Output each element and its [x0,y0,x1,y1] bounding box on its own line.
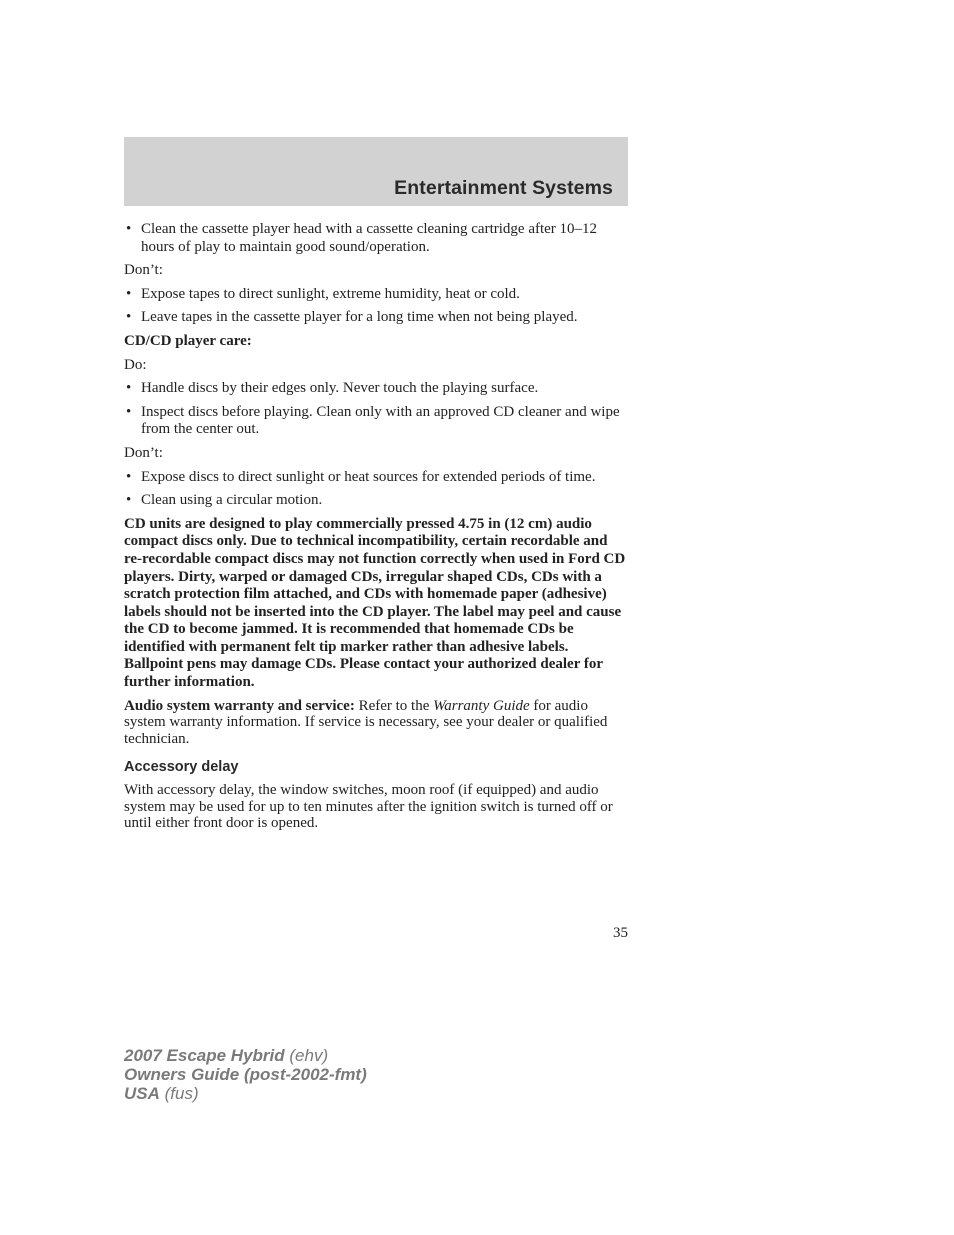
dont-label: Don’t: [124,444,163,461]
bullet-icon: • [126,309,132,326]
bullet-item [124,380,628,398]
footer-line-1 [124,1046,367,1065]
section-title: Entertainment Systems [394,177,613,199]
footer-line-3 [124,1084,367,1103]
bullet-icon: • [126,468,132,485]
warranty-text-before: Refer to the [354,697,434,714]
footer-model-code: (ehv) [284,1046,329,1065]
warranty-label: Audio system warranty and service: [124,697,355,714]
bullet-item [124,492,628,510]
bullet-text: Leave tapes in the cassette player for a long time when not being played. [141,309,578,326]
bullet-item [124,309,628,327]
footer-market: USA [124,1084,160,1103]
bullet-icon: • [126,285,132,302]
bullet-text: Handle discs by their edges only. Never touch the playing surface. [141,380,539,397]
bullet-text: Expose tapes to direct sunlight, extreme humidity, heat or cold. [141,285,520,302]
bullet-icon: • [126,492,132,509]
accessory-delay-heading: Accessory delay [124,759,239,776]
bullet-item [124,286,628,304]
cd-compatibility-notice: CD units are designed to play commercially pressed 4.75 in (12 cm) audio compact discs only. Due to technical incompatibility, certain recordable and re-recordable compact discs may not function correctly when used in Ford CD players. Dirty, warped or damaged CDs, irregular shaped CDs, CDs with a scratch protection film attached, and CDs with homemade paper (adhesive) labels should not be inserted into the CD player. The label may peel and cause the CD to become jammed. It is recommended that homemade CDs be identified with permanent felt tip marker rather than adhesive labels. Ballpoint pens may damage CDs. Please contact your authorized dealer for further information. [124,515,626,691]
accessory-delay-body: With accessory delay, the window switches, moon roof (if equipped) and audio system may be used for up to ten minutes after the ignition switch is turned off or until either front door is opened. [124,782,613,832]
warranty-paragraph [124,698,628,748]
page-content [124,221,628,832]
warranty-guide-title: Warranty Guide [433,697,530,714]
bullet-text: Inspect discs before playing. Clean only with an approved CD cleaner and wipe from the center out. [141,403,620,438]
footer-line-2 [124,1065,367,1084]
bullet-item [124,404,628,439]
warranty-text-after: for audio system warranty information. If service is necessary, see your dealer or qualified technician. [124,697,608,747]
footer-guide: Owners Guide (post-2002-fmt) [124,1065,367,1084]
document-footer [124,1046,367,1103]
footer-market-code: (fus) [159,1084,199,1103]
section-header [124,137,628,206]
bullet-icon: • [126,403,132,420]
footer-model: 2007 Escape Hybrid [124,1046,285,1065]
bullet-text: Clean the cassette player head with a cassette cleaning cartridge after 10–12 hours of play to maintain good sound/operation. [141,221,598,255]
bullet-item [124,221,628,256]
bullet-text: Expose discs to direct sunlight or heat sources for extended periods of time. [141,468,596,485]
bullet-item [124,469,628,487]
page-number: 35 [613,925,628,941]
bullet-icon: • [126,380,132,397]
dont-label: Don’t: [124,262,163,279]
do-label: Do: [124,356,147,373]
bullet-icon: • [126,221,132,237]
cd-care-heading: CD/CD player care: [124,332,252,349]
bullet-text: Clean using a circular motion. [141,492,323,509]
